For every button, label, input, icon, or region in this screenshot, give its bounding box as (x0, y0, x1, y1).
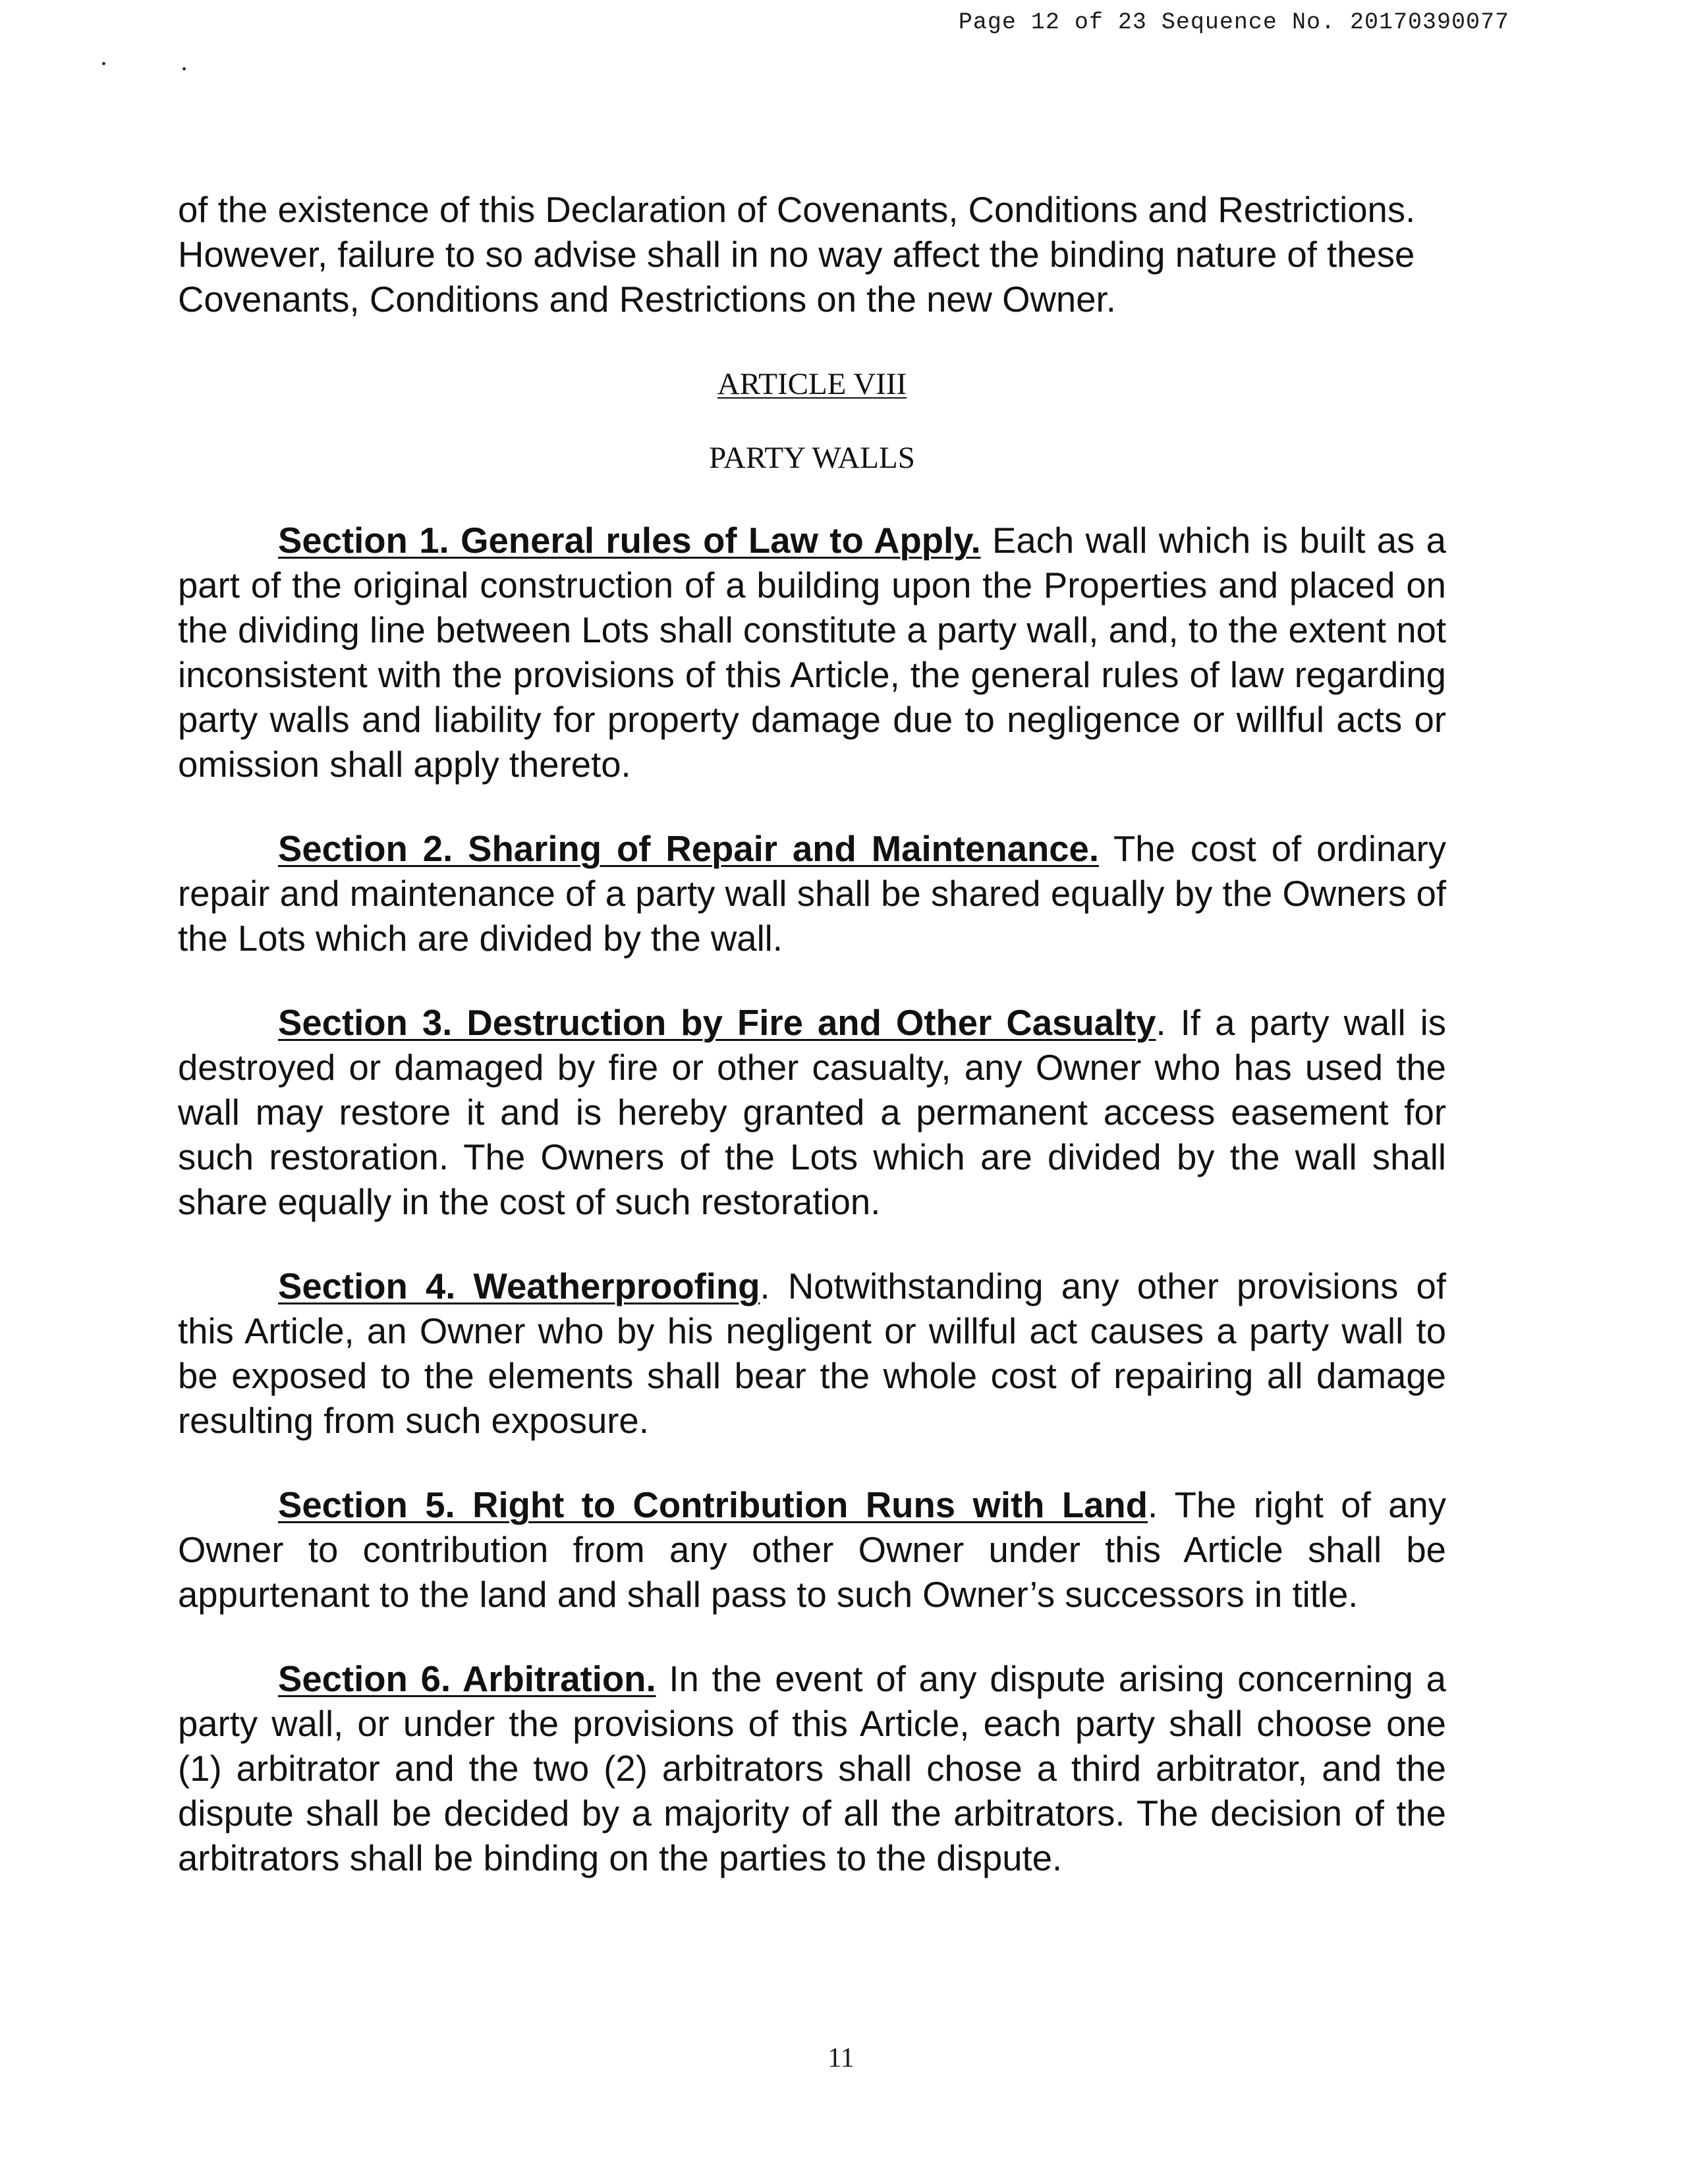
section-3 (178, 1001, 1446, 1225)
scan-speck (102, 62, 105, 65)
section-5 (178, 1483, 1446, 1617)
section-2-title: Section 2. Sharing of Repair and Maintenance. (278, 829, 1100, 869)
section-2-body: The cost of ordinary repair and maintenance of a party wall shall be shared equally by the Owners of the Lots which are divided by the wall. (178, 829, 1446, 959)
scan-speck (182, 67, 186, 70)
section-3-body: . If a party wall is destroyed or damaged by fire or other casualty, any Owner who has used the wall may restore it and is hereby granted a permanent access easement for such restoration. The Owners of the Lots which are divided by the wall shall share equally in the cost of such restoration. (178, 1003, 1446, 1222)
document-body (178, 188, 1446, 1881)
section-6-title: Section 6. Arbitration. (278, 1659, 656, 1699)
section-5-body: . The right of any Owner to contribution from any other Owner under this Article shall be appurtenant to the land and shall pass to such Owner’s successors in title. (178, 1485, 1446, 1615)
section-2 (178, 827, 1446, 961)
section-4-title: Section 4. Weatherproofing (278, 1266, 760, 1306)
page-number: 11 (827, 2043, 855, 2073)
section-6-body: In the event of any dispute arising concerning a party wall, or under the provisions of this Article, each party shall choose one (1) arbitrator and the two (2) arbitrators shall chose a third arbitrator, and the dispute shall be decided by a majority of all the arbitrators. The decision of the arbitrators shall be binding on the parties to the dispute. (178, 1659, 1446, 1878)
section-1 (178, 518, 1446, 787)
article-title: PARTY WALLS (709, 441, 915, 475)
section-5-title: Section 5. Right to Contribution Runs with Land (278, 1485, 1148, 1525)
section-4 (178, 1264, 1446, 1443)
page-sequence-header: Page 12 of 23 Sequence No. 20170390077 (958, 9, 1509, 36)
section-3-title: Section 3. Destruction by Fire and Other Casualty (278, 1003, 1156, 1043)
section-6 (178, 1657, 1446, 1881)
section-4-body: . Notwithstanding any other provisions of this Article, an Owner who by his negligent or willful act causes a party wall to be exposed to the elements shall bear the whole cost of repairing all damage resulting from such exposure. (178, 1266, 1446, 1441)
article-number: ARTICLE VIII (717, 367, 907, 401)
section-1-title: Section 1. General rules of Law to Apply. (278, 520, 981, 561)
intro-paragraph: of the existence of this Declaration of Covenants, Conditions and Restrictions. However, failure to so advise shall in no way affect the binding nature of these Covenants, Conditions and Restrictions on the new Owner. (178, 190, 1416, 320)
scan-specks (102, 58, 188, 71)
section-1-body: Each wall which is built as a part of the original construction of a building upon the Properties and placed on the dividing line between Lots shall constitute a party wall, and, to the extent not inconsistent with the provisions of this Article, the general rules of law regarding party walls and liability for property damage due to negligence or willful acts or omission shall apply thereto. (178, 520, 1446, 785)
